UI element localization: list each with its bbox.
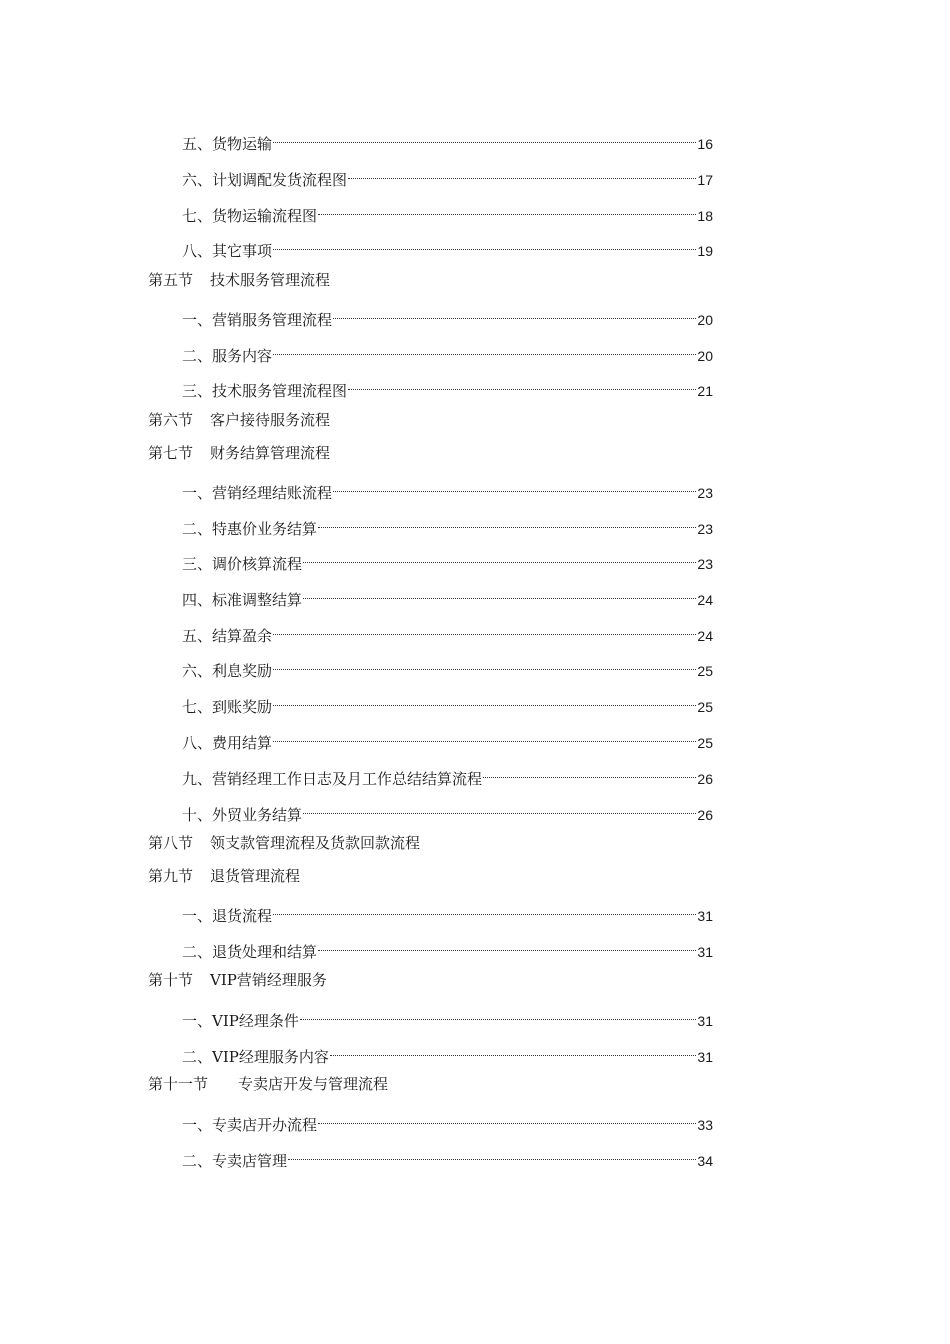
toc-page-number: 34 xyxy=(697,1153,713,1169)
toc-entry-label: 七、货物运输流程图 xyxy=(182,207,318,225)
toc-entry-label: 一、退货流程 xyxy=(182,907,273,925)
toc-entry-label: 八、费用结算 xyxy=(182,734,273,752)
toc-entry[interactable] xyxy=(182,1140,713,1170)
toc-entry-label: 六、计划调配发货流程图 xyxy=(182,171,348,189)
toc-entry-label: 八、其它事项 xyxy=(182,242,273,260)
toc-entry-label: 五、货物运输 xyxy=(182,135,273,153)
toc-entry[interactable] xyxy=(182,543,713,573)
toc-section-heading[interactable] xyxy=(148,967,327,993)
dot-leader xyxy=(330,1036,697,1062)
toc-section-heading[interactable] xyxy=(148,830,420,856)
dot-leader xyxy=(348,159,696,185)
toc-entry[interactable] xyxy=(182,159,713,189)
dot-leader xyxy=(273,230,696,256)
toc-page-number: 31 xyxy=(697,908,713,924)
toc-page-number: 20 xyxy=(697,348,713,364)
toc-entry-label: 二、VIP经理服务内容 xyxy=(182,1048,329,1066)
dot-leader xyxy=(273,123,696,149)
dot-leader xyxy=(273,722,696,748)
section-title: VIP营销经理服务 xyxy=(210,971,327,989)
section-title: 专卖店开发与管理流程 xyxy=(238,1075,389,1093)
section-number: 第九节 xyxy=(148,867,194,885)
toc-entry-label: 一、专卖店开办流程 xyxy=(182,1116,318,1134)
toc-entry[interactable] xyxy=(182,722,713,752)
section-title: 财务结算管理流程 xyxy=(210,444,331,462)
toc-entry[interactable] xyxy=(182,794,713,824)
dot-leader xyxy=(303,543,696,569)
dot-leader xyxy=(303,794,696,820)
toc-entry[interactable] xyxy=(182,230,713,260)
toc-entry[interactable] xyxy=(182,1104,713,1134)
toc-entry-label: 二、服务内容 xyxy=(182,347,273,365)
toc-page-number: 31 xyxy=(697,944,713,960)
section-number: 第十一节 xyxy=(148,1075,209,1093)
toc-entry-label: 三、技术服务管理流程图 xyxy=(182,382,348,400)
toc-entry-label: 一、营销服务管理流程 xyxy=(182,311,333,329)
section-number: 第十节 xyxy=(148,971,194,989)
toc-page-number: 19 xyxy=(697,243,713,259)
toc-page-number: 24 xyxy=(697,628,713,644)
toc-entry-label: 三、调价核算流程 xyxy=(182,555,303,573)
toc-entry[interactable] xyxy=(182,195,713,225)
dot-leader xyxy=(288,1140,696,1166)
toc-page-number: 26 xyxy=(697,771,713,787)
toc-entry[interactable] xyxy=(182,508,713,538)
dot-leader xyxy=(318,1104,696,1130)
toc-entry[interactable] xyxy=(182,579,713,609)
toc-page-number: 23 xyxy=(697,521,713,537)
toc-page-number: 31 xyxy=(697,1013,713,1029)
toc-page-number: 16 xyxy=(697,136,713,152)
dot-leader xyxy=(273,650,696,676)
toc-entry-label: 七、到账奖励 xyxy=(182,698,273,716)
toc-section-heading[interactable] xyxy=(148,863,300,889)
section-number: 第六节 xyxy=(148,411,194,429)
toc-entry[interactable] xyxy=(182,1036,713,1066)
toc-entry-label: 二、特惠价业务结算 xyxy=(182,520,318,538)
toc-page-number: 21 xyxy=(697,383,713,399)
dot-leader xyxy=(273,335,696,361)
toc-entry[interactable] xyxy=(182,335,713,365)
toc-page-number: 23 xyxy=(697,556,713,572)
dot-leader xyxy=(300,1000,697,1026)
toc-page-number: 26 xyxy=(697,807,713,823)
toc-entry-label: 二、专卖店管理 xyxy=(182,1152,288,1170)
section-number: 第八节 xyxy=(148,834,194,852)
toc-page-number: 31 xyxy=(697,1049,713,1065)
toc-entry-label: 九、营销经理工作日志及月工作总结结算流程 xyxy=(182,770,483,788)
toc-section-heading[interactable] xyxy=(148,1071,388,1097)
section-number: 第七节 xyxy=(148,444,194,462)
toc-entry-label: 十、外贸业务结算 xyxy=(182,806,303,824)
toc-page-number: 17 xyxy=(697,172,713,188)
toc-page-number: 33 xyxy=(697,1117,713,1133)
toc-entry-label: 六、利息奖励 xyxy=(182,662,273,680)
toc-entry[interactable] xyxy=(182,686,713,716)
toc-entry-label: 四、标准调整结算 xyxy=(182,591,303,609)
dot-leader xyxy=(273,686,696,712)
toc-entry[interactable] xyxy=(182,123,713,153)
toc-entry[interactable] xyxy=(182,299,713,329)
toc-page-number: 25 xyxy=(697,699,713,715)
toc-page-number: 24 xyxy=(697,592,713,608)
toc-entry-label: 一、VIP经理条件 xyxy=(182,1012,299,1030)
section-title: 领支款管理流程及货款回款流程 xyxy=(210,834,421,852)
toc-entry-label: 五、结算盈余 xyxy=(182,627,273,645)
toc-page-number: 20 xyxy=(697,312,713,328)
toc-entry[interactable] xyxy=(182,931,713,961)
toc-entry[interactable] xyxy=(182,758,713,788)
toc-section-heading[interactable] xyxy=(148,267,330,293)
section-number: 第五节 xyxy=(148,271,194,289)
dot-leader xyxy=(273,895,696,921)
section-title: 技术服务管理流程 xyxy=(210,271,331,289)
dot-leader xyxy=(483,758,696,784)
toc-section-heading[interactable] xyxy=(148,440,330,466)
toc-entry-label: 一、营销经理结账流程 xyxy=(182,484,333,502)
toc-entry-label: 二、退货处理和结算 xyxy=(182,943,318,961)
toc-entry[interactable] xyxy=(182,895,713,925)
section-title: 客户接待服务流程 xyxy=(210,411,331,429)
toc-page-number: 25 xyxy=(697,735,713,751)
toc-page-number: 23 xyxy=(697,485,713,501)
toc-page-number: 18 xyxy=(697,208,713,224)
toc-entry[interactable] xyxy=(182,615,713,645)
toc-section-heading[interactable] xyxy=(148,407,330,433)
section-title: 退货管理流程 xyxy=(210,867,301,885)
dot-leader xyxy=(318,195,696,221)
dot-leader xyxy=(333,472,696,498)
dot-leader xyxy=(318,931,696,957)
dot-leader xyxy=(318,508,696,534)
dot-leader xyxy=(273,615,696,641)
toc-entry[interactable] xyxy=(182,370,713,400)
toc-page-number: 25 xyxy=(697,663,713,679)
dot-leader xyxy=(333,299,696,325)
dot-leader xyxy=(303,579,696,605)
toc-entry[interactable] xyxy=(182,472,713,502)
toc-entry[interactable] xyxy=(182,1000,713,1030)
dot-leader xyxy=(348,370,696,396)
toc-entry[interactable] xyxy=(182,650,713,680)
